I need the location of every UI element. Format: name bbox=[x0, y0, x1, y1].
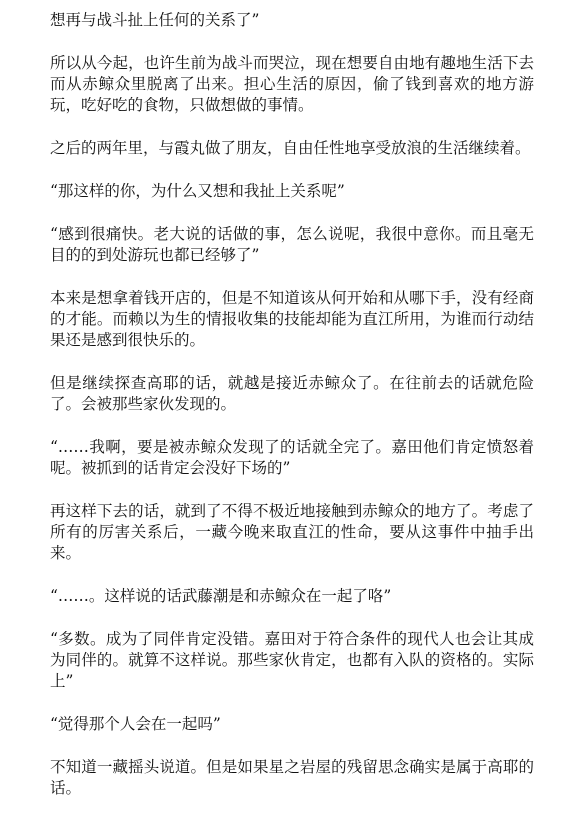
paragraph-6: 本来是想拿着钱开店的，但是不知道该从何开始和从哪下手，没有经商的才能。而赖以为生的情报收集的技能却能为直江所用，为谁而行动结果还是感到很快乐的。 bbox=[50, 289, 534, 349]
document-page bbox=[50, 10, 534, 821]
paragraph-4: “那这样的你，为什么又想和我扯上关系呢” bbox=[50, 182, 345, 200]
paragraph-3: 之后的两年里，与霞丸做了朋友，自由任性地享受放浪的生活继续着。 bbox=[50, 139, 531, 157]
paragraph-8: “……我啊，要是被赤鲸众发现了的话就全完了。嘉田他们肯定愤怒着呢。被抓到的话肯定会没好下场的” bbox=[50, 438, 534, 477]
paragraph-10: “……。这样说的话武藤潮是和赤鲸众在一起了咯” bbox=[50, 587, 392, 605]
paragraph-1: 想再与战斗扯上任何的关系了” bbox=[50, 11, 260, 29]
paragraph-11: “多数。成为了同伴肯定没错。嘉田对于符合条件的现代人也会让其成为同伴的。就算不这样说。那些家伙肯定，也都有入队的资格的。实际上” bbox=[50, 630, 534, 690]
paragraph-9: 再这样下去的话，就到了不得不极近地接触到赤鲸众的地方了。考虑了所有的厉害关系后，一藏今晚来取直江的性命，要从这事件中抽手出来。 bbox=[50, 502, 534, 562]
paragraph-7: 但是继续探查高耶的话，就越是接近赤鲸众了。在往前去的话就危险了。会被那些家伙发现的。 bbox=[50, 374, 534, 413]
paragraph-13: 不知道一藏摇头说道。但是如果星之岩屋的残留思念确实是属于高耶的话。 bbox=[50, 758, 534, 797]
paragraph-12: “觉得那个人会在一起吗” bbox=[50, 715, 221, 733]
paragraph-2: 所以从今起，也许生前为战斗而哭泣，现在想要自由地有趣地生活下去而从赤鲸众里脱离了出来。担心生活的原因，偷了钱到喜欢的地方游玩，吃好吃的食物，只做想做的事情。 bbox=[50, 54, 534, 114]
paragraph-5: “感到很痛快。老大说的话做的事，怎么说呢，我很中意你。而且毫无目的的到处游玩也都已经够了” bbox=[50, 225, 534, 264]
